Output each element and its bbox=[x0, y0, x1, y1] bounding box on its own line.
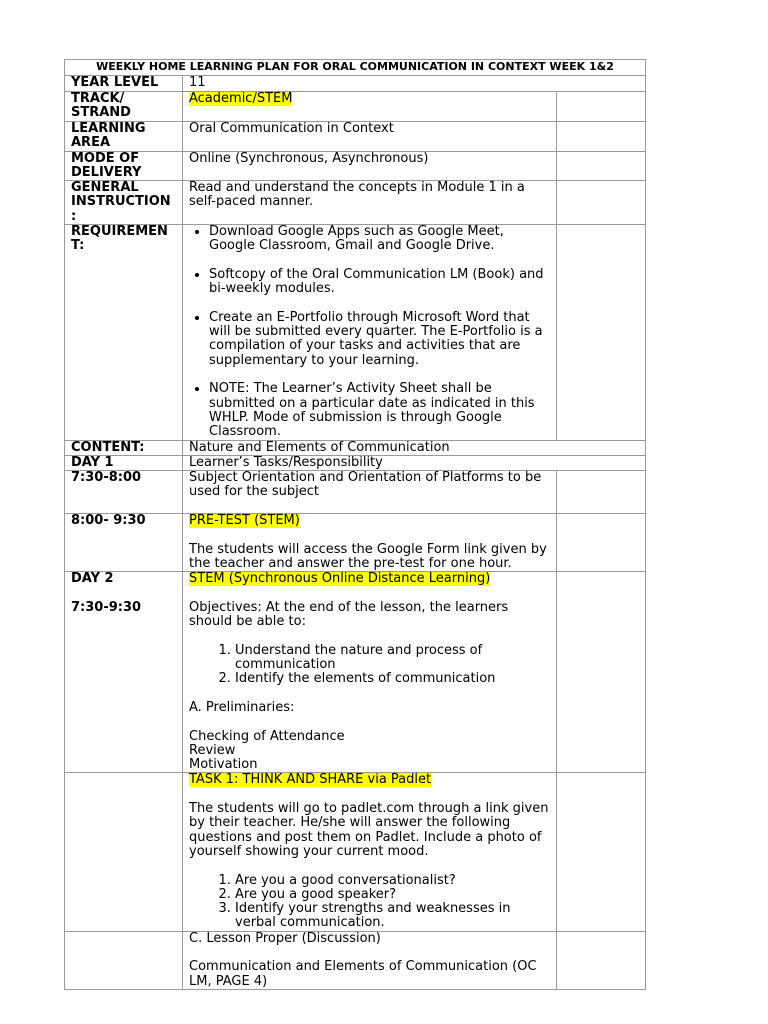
objective-item: 2. Identify the elements of communication bbox=[235, 672, 550, 686]
question-item: 3. Identify your strengths and weaknesses in verbal communication. bbox=[235, 902, 550, 931]
slot1-time: 7:30-8:00 bbox=[65, 471, 183, 514]
learning-area-empty-cell bbox=[557, 122, 646, 152]
day2-row bbox=[65, 572, 646, 773]
day2-cell bbox=[183, 572, 557, 773]
learning-area-value: Oral Communication in Context bbox=[183, 122, 557, 152]
lesson-heading: C. Lesson Proper (Discussion) bbox=[189, 931, 381, 946]
year-level-value: 11 bbox=[183, 76, 646, 92]
question-item: 1. Are you a good conversationalist? bbox=[235, 874, 550, 888]
table-title: WEEKLY HOME LEARNING PLAN FOR ORAL COMMUNICATION IN CONTEXT WEEK 1&2 bbox=[65, 60, 646, 76]
task1-row bbox=[65, 773, 646, 931]
content-value: Nature and Elements of Communication bbox=[183, 440, 646, 455]
requirement-list bbox=[189, 225, 550, 439]
requirement-label: REQUIREMEN T: bbox=[65, 225, 183, 440]
content-label: CONTENT: bbox=[65, 440, 183, 455]
slot2-empty-cell bbox=[557, 514, 646, 572]
task1-empty-cell bbox=[557, 773, 646, 931]
general-instruction-label: GENERAL INSTRUCTION : bbox=[65, 181, 183, 225]
stem-heading: STEM (Synchronous Online Distance Learning) bbox=[189, 571, 491, 587]
lesson-row bbox=[65, 931, 646, 989]
slot2-row bbox=[65, 514, 646, 572]
requirement-item: • Download Google Apps such as Google Meet, Google Classroom, Gmail and Google Drive. bbox=[209, 225, 550, 254]
question-item: 2. Are you a good speaker? bbox=[235, 888, 550, 902]
preliminaries-heading: A. Preliminaries: bbox=[189, 699, 295, 715]
track-empty-cell bbox=[557, 92, 646, 122]
day1-row bbox=[65, 455, 646, 470]
slot2-cell bbox=[183, 514, 557, 572]
requirement-item: • Softcopy of the Oral Communication LM (Book) and bi-weekly modules. bbox=[209, 268, 550, 297]
general-instruction-empty-cell bbox=[557, 181, 646, 225]
pretest-body: The students will access the Google Form link given by the teacher and answer the pre-test for one hour. bbox=[189, 541, 547, 572]
day2-label-cell bbox=[65, 572, 183, 773]
learning-area-row bbox=[65, 122, 646, 152]
task1-questions bbox=[189, 874, 550, 931]
preliminary-item: Review bbox=[189, 742, 236, 758]
objectives-list bbox=[189, 644, 550, 687]
preliminary-item: Checking of Attendance bbox=[189, 728, 345, 744]
general-instruction-value: Read and understand the concepts in Module 1 in a self-paced manner. bbox=[183, 181, 557, 225]
year-level-row bbox=[65, 76, 646, 92]
objective-item: 1. Understand the nature and process of communication bbox=[235, 644, 550, 673]
content-row bbox=[65, 440, 646, 455]
learning-area-label: LEARNING AREA bbox=[65, 122, 183, 152]
day2-time: 7:30-9:30 bbox=[71, 599, 142, 615]
day1-label: DAY 1 bbox=[65, 455, 183, 470]
mode-label: MODE OF DELIVERY bbox=[65, 151, 183, 181]
task1-heading: TASK 1: THINK AND SHARE via Padlet bbox=[189, 772, 432, 788]
requirement-cell bbox=[183, 225, 557, 440]
mode-row bbox=[65, 151, 646, 181]
general-instruction-row bbox=[65, 181, 646, 225]
task1-body: The students will go to padlet.com through a link given by their teacher. He/she will answer the following questions and post them on Padlet. Include a photo of yourself showing your current mood. bbox=[189, 801, 549, 859]
requirement-item: • Create an E-Portfolio through Microsoft Word that will be submitted every quarter. The E-Portfolio is a compilation of your tasks and activities that are supplementary to your learning. bbox=[209, 311, 550, 368]
objectives-text: Objectives: At the end of the lesson, the learners should be able to: bbox=[189, 599, 509, 630]
lesson-empty-cell bbox=[557, 931, 646, 989]
day2-empty-cell bbox=[557, 572, 646, 773]
requirement-item: • NOTE: The Learner’s Activity Sheet shall be submitted on a particular date as indicated in this WHLP. Mode of submission is through Google Classroom. bbox=[209, 382, 550, 439]
whlp-table bbox=[64, 59, 646, 990]
lesson-cell bbox=[183, 931, 557, 989]
day2-label: DAY 2 bbox=[71, 571, 114, 587]
slot1-value: Subject Orientation and Orientation of Platforms to be used for the subject bbox=[183, 471, 557, 514]
slot2-time: 8:00- 9:30 bbox=[65, 514, 183, 572]
track-cell bbox=[183, 92, 557, 122]
slot1-empty-cell bbox=[557, 471, 646, 514]
title-row bbox=[65, 60, 646, 76]
slot1-row bbox=[65, 471, 646, 514]
preliminary-item: Motivation bbox=[189, 757, 258, 773]
lesson-empty-label-cell bbox=[65, 931, 183, 989]
lesson-body: Communication and Elements of Communication (OC LM, PAGE 4) bbox=[189, 959, 537, 989]
requirement-empty-cell bbox=[557, 225, 646, 440]
task1-empty-label-cell bbox=[65, 773, 183, 931]
day1-value: Learner’s Tasks/Responsibility bbox=[183, 455, 646, 470]
mode-empty-cell bbox=[557, 151, 646, 181]
mode-value: Online (Synchronous, Asynchronous) bbox=[183, 151, 557, 181]
year-level-label: YEAR LEVEL bbox=[65, 76, 183, 92]
task1-cell bbox=[183, 773, 557, 931]
track-row bbox=[65, 92, 646, 122]
requirement-row bbox=[65, 225, 646, 440]
track-value: Academic/STEM bbox=[189, 91, 293, 106]
track-label: TRACK/ STRAND bbox=[65, 92, 183, 122]
pretest-heading: PRE-TEST (STEM) bbox=[189, 513, 300, 529]
